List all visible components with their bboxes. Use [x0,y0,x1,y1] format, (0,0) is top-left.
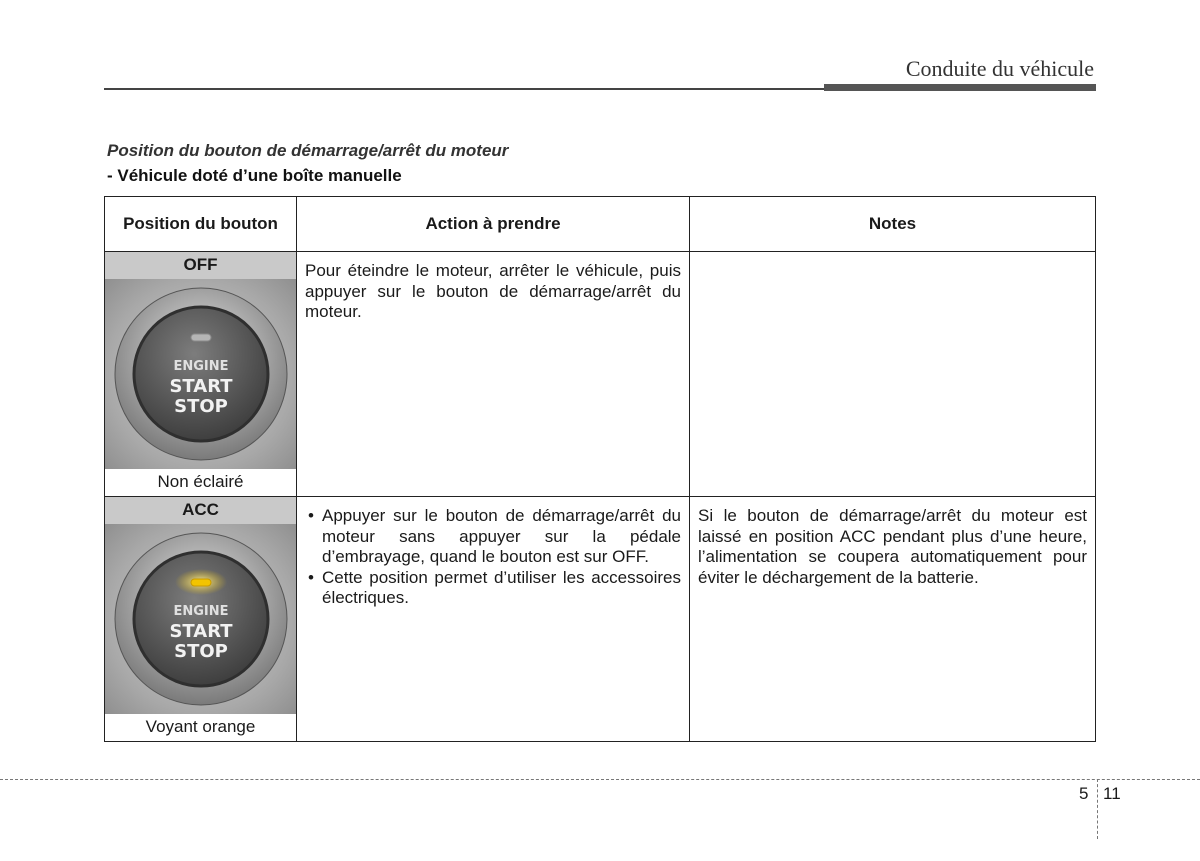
button-text-stop: STOP [174,396,228,417]
footer-vertical-divider [1097,779,1098,839]
table-row [105,252,1096,497]
button-text-engine: ENGINE [173,359,229,374]
list-item: • Cette position permet d’utiliser les accessoires électriques. [305,568,681,609]
table-row [105,497,1096,742]
action-cell [297,497,690,742]
position-caption: Voyant orange [145,717,256,736]
button-text-start: START [169,621,233,642]
engine-start-stop-button-icon [105,524,295,714]
notes-cell [690,252,1096,497]
position-cell [105,252,297,497]
chapter-title: Conduite du véhicule [905,56,1094,81]
button-position-table [104,196,1096,742]
position-label: ACC [105,497,296,524]
engine-button-image [105,524,296,714]
chapter-number: 5 [1079,784,1089,803]
footer-divider [0,779,1200,780]
section-title: Position du bouton de démarrage/arrêt du moteur [107,141,509,160]
header-bar [824,84,1096,91]
notes-text: Si le bouton de démarrage/arrêt du moteur est laissé en position ACC pendant plus d’une heure, l’alimentation se coupera automatiquement pour éviter le déchargement de la batterie. [698,506,1087,587]
notes-cell [690,497,1096,742]
header-notes: Notes [690,197,1096,252]
action-cell [297,252,690,497]
section-subtitle: - Véhicule doté d’une boîte manuelle [107,166,402,185]
header-action: Action à prendre [297,197,690,252]
list-item: • Appuyer sur le bouton de démarrage/arrêt du moteur sans appuyer sur la pédale d’embrayage, quand le bouton est sur OFF. [305,506,681,568]
action-text: Pour éteindre le moteur, arrêter le véhicule, puis appuyer sur le bouton de démarrage/arrêt du moteur. [305,261,681,321]
page-number: 11 [1103,784,1121,803]
position-label: OFF [105,252,296,279]
button-text-start: START [169,376,233,397]
indicator-light [191,579,211,586]
header-rule [104,88,824,90]
position-caption: Non éclairé [157,472,244,491]
header-position: Position du bouton [105,197,297,252]
engine-start-stop-button-icon [105,279,295,469]
position-cell [105,497,297,742]
button-text-engine: ENGINE [173,604,229,619]
indicator-light [191,334,211,341]
engine-button-image [105,279,296,469]
button-text-stop: STOP [174,641,228,662]
action-list [305,506,681,609]
table-header-row [105,197,1096,252]
